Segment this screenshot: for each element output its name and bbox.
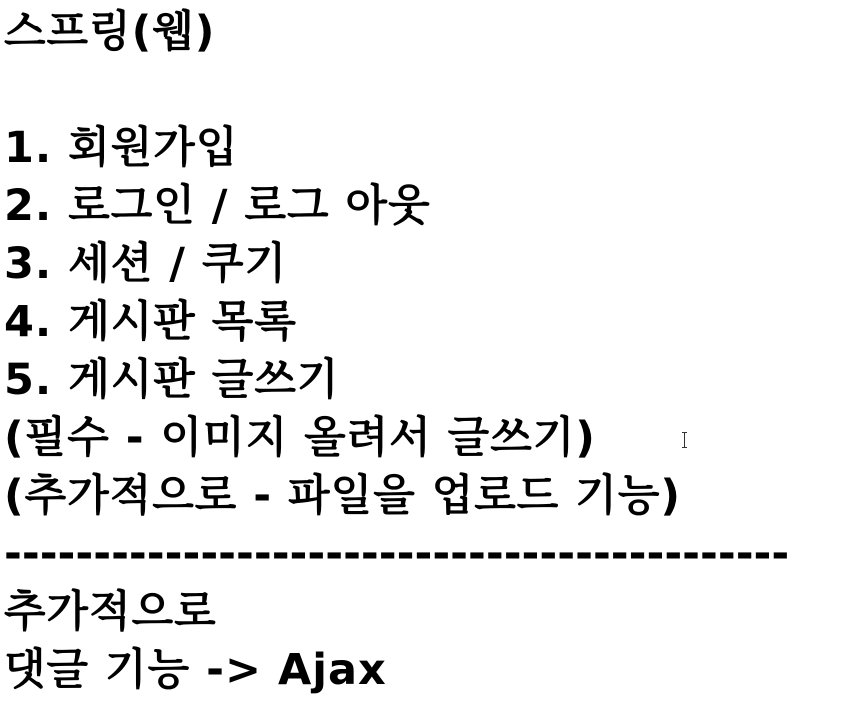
list-item-login-logout: 2. 로그인 / 로그 아웃 (4, 181, 431, 231)
extra-item-comment-ajax: 댓글 기능 -> Ajax (4, 645, 387, 695)
text-cursor-icon (682, 432, 688, 448)
list-item-session-cookie: 3. 세션 / 쿠기 (4, 239, 288, 289)
extra-heading: 추가적으로 (4, 587, 217, 637)
list-item-signup: 1. 회원가입 (4, 123, 239, 173)
divider-line: -------------------------------------------- (4, 529, 790, 579)
document-title: 스프링(웹) (4, 7, 216, 57)
document-body[interactable] (4, 3, 854, 699)
list-item-board-list: 4. 게시판 목록 (4, 297, 297, 347)
blank-line (4, 61, 854, 119)
list-item-board-write: 5. 게시판 글쓰기 (4, 355, 340, 405)
note-optional-file-upload: (추가적으로 - 파일을 업로드 기능) (4, 471, 682, 521)
note-required-image: (필수 - 이미지 올려서 글쓰기) (4, 413, 596, 463)
